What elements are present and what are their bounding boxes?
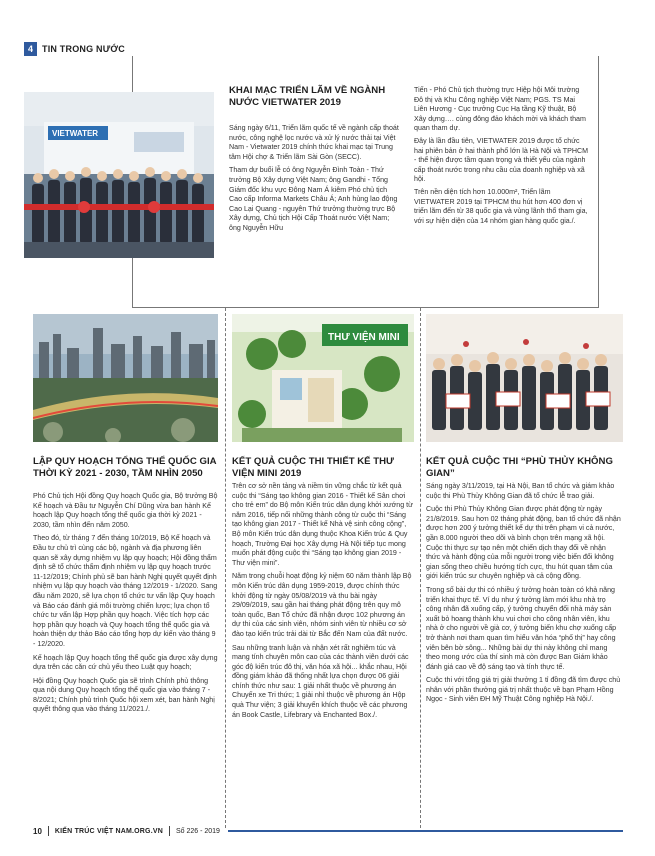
article-paragraph: Sáng ngày 3/11/2019, tại Hà Nội, Ban tổ chức và giám khảo cuộc thi Phù Thủy Không Gian đã tổ chức lễ trao giải.: [426, 482, 615, 500]
column-divider: [420, 308, 421, 828]
feature-paragraph: Trên nền diện tích hơn 10.000m², Triển lãm VIETWATER 2019 tại TPHCM thu hút hơn 400 đơn vị triển lãm đến từ 38 quốc gia và vùng lãnh thổ tham gia, với sự hiện diện của 14 nhóm gian hàng quốc gia./.: [414, 187, 588, 225]
article-3-photo: [426, 314, 623, 442]
feature-title: KHAI MẠC TRIỂN LÃM VỀ NGÀNH NƯỚC VIETWATER 2019: [229, 85, 386, 108]
article-3-body: [426, 482, 621, 708]
section-number-icon: 4: [24, 42, 37, 56]
article-paragraph: Sau những tranh luận và nhận xét rất nghiêm túc và mang tính chuyên môn cao của các thành viên dưới các góc độ kiến trúc đô thị, văn hóa xã hội... khắc nhau, Hội đồng giám khảo đã thống nhất lựa chọn được 06 giải chính thức như sau: 1 giải nhất thuộc về phương án Chuyến xe Tri thức; 1 giải nhì thuộc về phương án Hộp quà Thư viện; 3 giải khuyến khích thuộc về các phương án Book Castle, Lifebrary và Enchanted Box./.: [232, 643, 409, 719]
article-1-photo: [33, 314, 218, 442]
feature-column-1: [229, 124, 401, 237]
article-paragraph: Trong số bài dự thi có nhiều ý tưởng hoàn toàn có khả năng triển khai thực tế. Ví dụ như ý tưởng làm mới khu nhà trọ công nhân đã xuống cấp, ý tưởng chuyển đổi nhà máy sản xuất bỏ hoang thành khu vui chơi cho công nhân viên, khu nhà ở cho người về già cơ, ý tưởng biến khu chợ xuống cấp trở thành nơi tham quan tìm hiểu văn hóa “phố thị” hay công viên bên bờ sông... Những bài dự thi này không chỉ mang theo mong ước của thí sinh mà còn được Ban Giám khảo đánh giá cao về độ sáng tạo và tính thực tế.: [426, 585, 617, 671]
section-header: [24, 42, 125, 56]
footer-issue: Số 226 - 2019: [175, 827, 220, 835]
footer-divider: [169, 826, 170, 836]
feature-paragraph: Tiến - Phó Chủ tịch thường trực Hiệp hội Môi trường Đô thị và Khu Công nghiệp Việt Nam; PGS. TS Mai Liên Hương - Cục trưởng Cục Hạ tầng Kỹ thuật, Bộ Xây dựng…. cùng đông đảo khách mời và khách tham quan tham dự.: [414, 86, 586, 133]
article-2-title: KẾT QUẢ CUỘC THI THIẾT KẾ THƯ VIỆN MINI 2019: [232, 456, 394, 479]
article-paragraph: Cuộc thi với tổng giá trị giải thưởng 1 tỉ đồng đã tìm được chủ nhân với phần thưởng giá trị nhất thuộc về bạn Phạm Hồng Ngọc - Sinh viên ĐH Mỹ Thuật Công nghiệp Hà Nội./.: [426, 676, 621, 704]
article-paragraph: Cuộc thi Phù Thủy Không Gian được phát động từ ngày 21/8/2019. Sau hơn 02 tháng phát động, ban tổ chức đã nhận được hơn 200 ý tưởng thiết kế dự thi trên phạm vi cả nước, gần 8.000 người theo dõi và bình chọn trên mạng xã hội. Cuộc thi thực sự tạo nên một chiến dịch thay đổi về nhận thức và hành động của mỗi người trong việc biến đổi không gian sống theo chiều hướng tích cực, thu hút quan tâm của giới kiến trúc sư chuyên nghiệp và cả cộng đồng.: [426, 505, 621, 581]
page-footer: [33, 826, 623, 836]
article-1-body: [33, 492, 218, 718]
feature-photo: [24, 92, 214, 258]
page-number: 10: [33, 826, 42, 836]
footer-rule: [228, 830, 623, 832]
section-label: TIN TRONG NƯỚC: [42, 44, 125, 54]
article-2-photo: [232, 314, 414, 442]
feature-paragraph: Tham dự buổi lễ có ông Nguyễn Đình Toàn - Thứ trưởng Bộ Xây dựng Việt Nam; ông Gandhi - Tổng Giám đốc khu vực Đông Nam Á kiêm Phó chủ tịch Cao cấp Informa Markets Châu Á; Anh hùng lao động Cao Lại Quang - nguyên Thứ trưởng thường trực Bộ Xây dựng, Chủ tịch Hội Cấp Thoát nước Việt Nam; ông Nguyễn Hữu: [229, 166, 398, 232]
feature-paragraph: Sáng ngày 6/11, Triển lãm quốc tế về ngành cấp thoát nước, công nghệ lọc nước và xử lý nước thải tại Việt Nam - Vietwater 2019 chính thức khai mạc tại Trung tâm Hội chợ & Triển lãm Sài Gòn (SECC).: [229, 124, 399, 161]
article-paragraph: Hội đồng Quy hoạch Quốc gia sẽ trình Chính phủ thông qua nội dung Quy hoạch tổng thể quốc gia vào tháng 7 - 8/2021; Chính phủ trình Quốc hội xem xét, ban hành Nghị quyết thông qua vào tháng 11/2021./.: [33, 676, 215, 714]
article-2-body: [232, 482, 414, 723]
feature-paragraph: Đây là lần đầu tiên, VIETWATER 2019 được tổ chức hai phiên bản ở hai thành phố lớn là Hà Nội và TPHCM - thể hiện được tầm quan trọng và thiết yếu của ngành cấp thoát nước trong nhu cầu của doanh nghiệp và xã hội.: [414, 136, 589, 184]
article-paragraph: Phó Chủ tịch Hội đồng Quy hoạch Quốc gia, Bộ trưởng Bộ Kế hoạch và Đầu tư Nguyễn Chí Dũng vừa ban hành Kế hoạch lập Quy hoạch tổng thể quốc gia thời kỳ 2021 - 2030, tầm nhìn đến năm 2050.: [33, 492, 218, 529]
feature-column-2: [414, 86, 590, 229]
article-paragraph: Kế hoạch lập Quy hoạch tổng thể quốc gia được xây dựng dựa trên các căn cứ chủ yếu theo Luật quy hoạch;: [33, 653, 218, 672]
article-3-title: KẾT QUẢ CUỘC THI “PHÙ THỦY KHÔNG GIAN”: [426, 456, 613, 479]
article-paragraph: Theo đó, từ tháng 7 đến tháng 10/2019, Bộ Kế hoạch và Đầu tư chủ trì cùng các bộ, ngành và địa phương liên quan sẽ xây dựng nhiệm vụ lập quy hoạch; Hội đồng thẩm định sẽ tổ chức thẩm định nhiệm vụ lập quy hoạch trước 11-12/2019; Chính phủ sẽ ban hành Nghị quyết quyết định nhiệm vụ lập quy hoạch vào tháng 12/2019 - 1/2020. Sang đầu năm 2020, sẽ lựa chọn tổ chức tư vấn lập Quy hoạch và Báo cáo đánh giá môi trường chiến lược; lựa chọn tổ chức tư vấn lập Hợp phần quy hoạch. Việc tích hợp các hợp phần quy hoạch và Quy hoạch tổng thể quốc gia và hoàn thiện dự thảo Báo cáo tổng hợp dự kiến vào tháng 9 - 12/2020.: [33, 534, 218, 648]
column-divider: [225, 308, 226, 828]
footer-site: KIẾN TRÚC VIỆT NAM.ORG.VN: [54, 827, 163, 835]
contest-banner: THƯ VIỆN MINI: [328, 332, 400, 343]
photo-banner: VIETWATER: [52, 129, 99, 138]
footer-divider: [48, 826, 49, 836]
article-1-title: LẬP QUY HOẠCH TỔNG THỂ QUỐC GIA THỜI KỲ 2021 - 2030, TẦM NHÌN 2050: [33, 456, 217, 479]
article-paragraph: Trên cơ sở nền tảng và niềm tin vững chắc từ kết quả cuộc thi “Sáng tạo không gian 2016 - Thiết kế Sân chơi cho trẻ em” do Bộ môn Kiến trúc dân dụng khởi xướng từ năm 2016, tiếp nối những thành công từ cuộc thi “Sáng tạo không gian 2017 - Thiết kế Nhà vệ sinh công cộng”, Bộ môn Kiến trúc dân dụng thuộc Khoa Kiến trúc & Quy hoạch, Trường Đại học Xây dựng Hà Nội tiếp tục mong muốn phát động cuộc thi “Sáng tạo không gian 2019 - Thư viện mini”.: [232, 482, 413, 567]
article-paragraph: Năm trong chuỗi hoạt động kỷ niệm 60 năm thành lập Bộ môn Kiến trúc dân dụng 1959-2019, được chính thức khởi động từ ngày 05/08/2019 và thu bài ngày 29/09/2019, sau gần hai tháng phát động trên quy mô toàn quốc, Ban Tổ chức đã nhận được 102 phương án dự thi của các sinh viên, nhóm sinh viên từ nhiều cơ sở đào tạo kiến trúc trải dài từ Bắc đến Nam của đất nước.: [232, 572, 412, 638]
